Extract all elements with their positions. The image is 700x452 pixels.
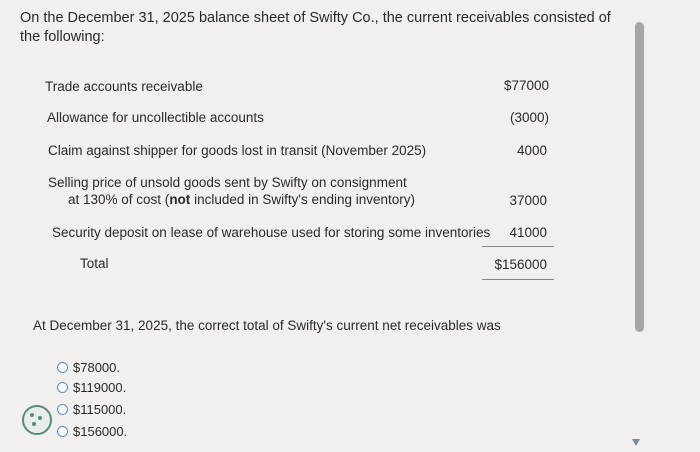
option-b[interactable] [57,380,126,395]
row-label-security-deposit: Security deposit on lease of warehouse used for storing some inventories [52,225,491,240]
radio-a[interactable] [57,362,68,373]
option-b-label: $119000. [73,380,127,395]
row-amount-claim: 4000 [516,143,547,158]
row-label-allowance: Allowance for uncollectible accounts [47,110,264,125]
question-text: At December 31, 2025, the correct total of Swifty's current net receivables was [33,318,501,333]
option-c-label: $115000. [73,402,127,417]
option-a-label: $78000. [73,360,120,375]
row-label-total: Total [80,256,109,271]
row-amount-consignment: 37000 [509,193,547,208]
intro-text: On the December 31, 2025 balance sheet of Swifty Co., the current receivables consisted of the following: [20,10,611,45]
total-rule-bottom [482,279,554,280]
option-a[interactable] [57,360,120,375]
option-d[interactable] [57,424,127,439]
scrollbar-thumb[interactable] [635,22,644,332]
row-label-consignment-line2: at 130% of cost (not included in Swifty's ending inventory) [68,192,416,207]
total-rule-top [482,246,554,247]
radio-d[interactable] [57,426,68,437]
row-amount-allowance: (3000) [509,110,549,125]
option-c[interactable] [57,402,126,417]
cookie-icon[interactable] [22,405,52,435]
option-d-label: $156000. [73,424,128,439]
radio-b[interactable] [57,382,68,393]
row-label-consignment-line1: Selling price of unsold goods sent by Swifty on consignment [48,175,407,190]
row-label-trade-ar: Trade accounts receivable [45,79,203,94]
row-amount-total: $156000 [494,257,547,272]
radio-c[interactable] [57,404,68,415]
scroll-down-icon[interactable] [632,439,640,446]
row-label-claim: Claim against shipper for goods lost in transit (November 2025) [48,143,427,158]
row-amount-trade-ar: $77000 [503,78,549,93]
row-amount-security-deposit: 41000 [509,225,547,240]
